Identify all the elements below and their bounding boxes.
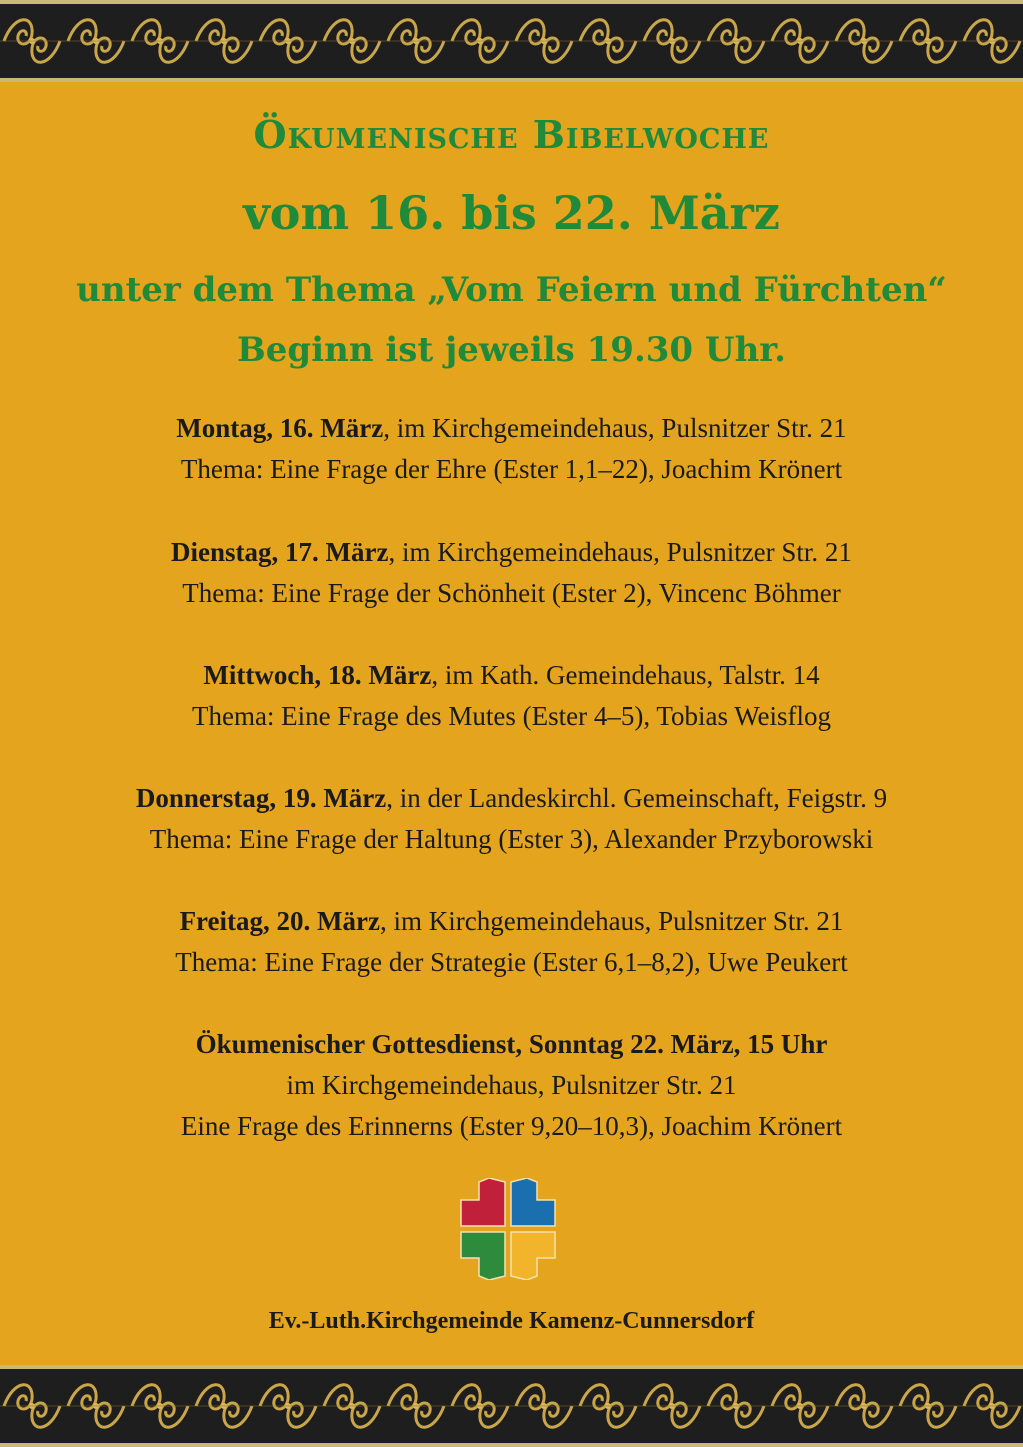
event-tuesday	[0, 532, 1023, 614]
event-place: , im Kirchgemeindehaus, Pulsnitzer Str. 21	[383, 413, 847, 443]
bottom-ornament-border	[0, 1365, 1023, 1447]
ornament-pattern-top	[0, 4, 1023, 78]
ecumenical-cross-icon	[459, 1178, 557, 1280]
poster-content	[0, 82, 1023, 1365]
organizer-name: Ev.-Luth.Kirchgemeinde Kamenz-Cunnersdorf	[268, 1308, 755, 1334]
service-topic: Eine Frage des Erinnerns (Ester 9,20–10,3), Joachim Krönert	[180, 1111, 843, 1141]
event-day: Dienstag, 17. März	[171, 537, 389, 567]
event-day: Donnerstag, 19. März	[135, 783, 387, 813]
event-thursday	[0, 778, 1023, 860]
event-monday	[0, 408, 1023, 490]
event-place: , im Kath. Gemeindehaus, Talstr. 14	[431, 660, 820, 690]
ornament-pattern-bottom	[0, 1369, 1023, 1443]
event-place: , in der Landeskirchl. Gemeinschaft, Feigstr. 9	[386, 783, 888, 813]
poster-title: Ökumenische Bibelwoche	[253, 112, 770, 157]
event-topic: Thema: Eine Frage der Schönheit (Ester 2), Vincenc Böhmer	[182, 578, 841, 608]
event-place: , im Kirchgemeindehaus, Pulsnitzer Str. 21	[388, 537, 852, 567]
top-ornament-border	[0, 0, 1023, 82]
event-service	[0, 1024, 1023, 1147]
start-time: Beginn ist jeweils 19.30 Uhr.	[237, 330, 786, 370]
event-topic: Thema: Eine Frage des Mutes (Ester 4–5), Tobias Weisflog	[191, 701, 832, 731]
event-topic: Thema: Eine Frage der Strategie (Ester 6,1–8,2), Uwe Peukert	[175, 947, 848, 977]
event-topic: Thema: Eine Frage der Haltung (Ester 3), Alexander Przyborowski	[149, 824, 874, 854]
event-day: Freitag, 20. März	[179, 906, 380, 936]
event-day: Mittwoch, 18. März	[203, 660, 432, 690]
event-topic: Thema: Eine Frage der Ehre (Ester 1,1–22), Joachim Krönert	[180, 454, 843, 484]
event-day: Montag, 16. März	[176, 413, 384, 443]
date-range: vom 16. bis 22. März	[243, 186, 780, 240]
event-friday	[0, 901, 1023, 983]
event-place: , im Kirchgemeindehaus, Pulsnitzer Str. 21	[379, 906, 844, 936]
service-place: im Kirchgemeindehaus, Pulsnitzer Str. 21	[286, 1070, 737, 1100]
theme-line: unter dem Thema „Vom Feiern und Fürchten“	[76, 270, 947, 310]
event-wednesday	[0, 655, 1023, 737]
service-title: Ökumenischer Gottesdienst, Sonntag 22. März, 15 Uhr	[195, 1029, 828, 1059]
